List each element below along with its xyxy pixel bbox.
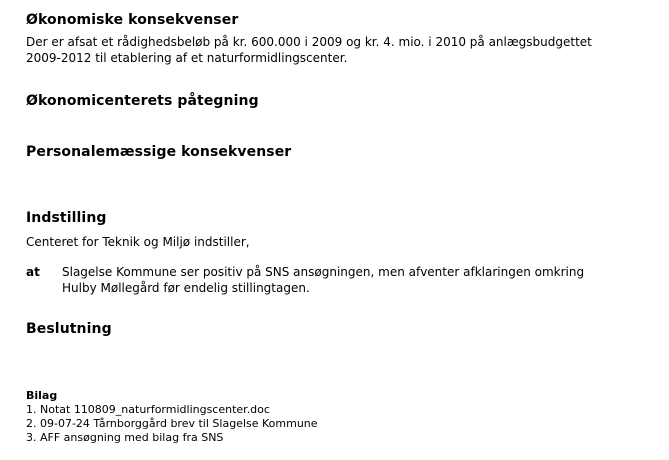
at-label: at [26,265,40,279]
heading-economic-consequences: Økonomiske konsekvenser [26,12,239,28]
attachment-item-1: 1. Notat 110809_naturformidlingscenter.doc [26,403,270,416]
economic-text-line-1: Der er afsat et rådighedsbeløb på kr. 600.000 i 2009 og kr. 4. mio. i 2010 på anlægsbudgettet [26,35,592,49]
heading-personnel-consequences: Personalemæssige konsekvenser [26,144,292,160]
document-page [26,0,656,460]
attachments-section [26,389,318,445]
heading-economic-center-endorsement: Økonomicenterets påtegning [26,93,259,109]
recommendation-intro: Centeret for Teknik og Miljø indstiller, [26,235,250,249]
economic-text-line-2: 2009-2012 til etablering af et naturformidlingscenter. [26,51,348,65]
attachment-item-2: 2. 09-07-24 Tårnborggård brev til Slagelse Kommune [26,417,318,430]
at-text-line-2: Hulby Møllegård før endelig stillingtagen. [62,281,310,295]
attachments-title: Bilag [26,389,58,402]
attachments-list [26,403,318,445]
heading-decision: Beslutning [26,321,112,337]
heading-recommendation: Indstilling [26,210,107,226]
at-text-line-1: Slagelse Kommune ser positiv på SNS ansøgningen, men afventer afklaringen omkring [62,265,585,279]
attachment-item-3: 3. AFF ansøgning med bilag fra SNS [26,431,224,444]
